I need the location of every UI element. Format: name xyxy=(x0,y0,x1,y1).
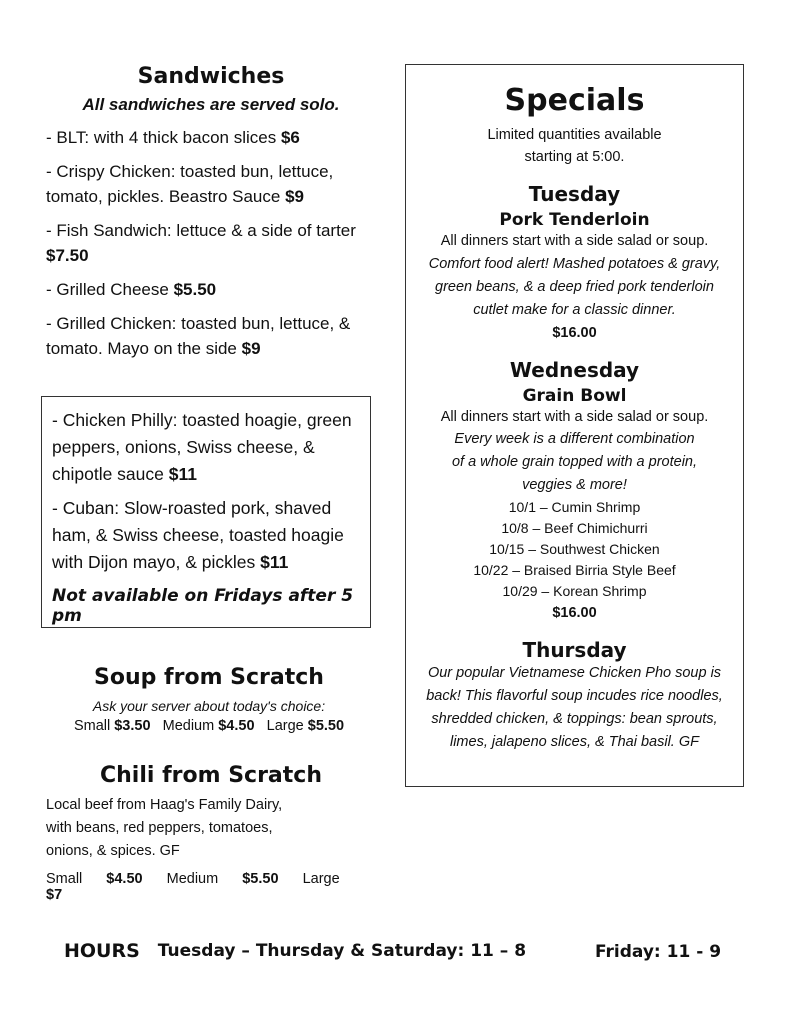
thursday-heading: Thursday xyxy=(522,638,627,662)
date-item: 10/15 – Southwest Chicken xyxy=(489,541,660,557)
date-item: 10/22 – Braised Birria Style Beef xyxy=(473,562,676,578)
item-text: - Grilled Chicken: toasted bun, lettuce, & tomato. Mayo on the side xyxy=(46,314,351,358)
size-price: $5.50 xyxy=(307,718,345,734)
tuesday-price: $16.00 xyxy=(552,324,597,341)
size-price: $4.50 xyxy=(218,718,255,734)
sandwiches-section xyxy=(46,64,376,370)
soup-section xyxy=(46,665,372,734)
item-text: - Crispy Chicken: toasted bun, lettuce, tomato, pickles. Beastro Sauce xyxy=(46,162,334,206)
soup-ask-text: Ask your server about today's choice: xyxy=(92,698,326,714)
item-price: $11 xyxy=(168,464,197,484)
item-text: - BLT: with 4 thick bacon slices xyxy=(46,128,281,147)
hours-bar xyxy=(64,940,744,962)
date-item: 10/29 – Korean Shrimp xyxy=(502,583,647,599)
sub-line: Limited quantities available xyxy=(487,127,662,143)
menu-item xyxy=(52,495,360,576)
item-text: - Fish Sandwich: lettuce & a side of tarter xyxy=(46,221,356,240)
desc-line: back! This flavorful soup incudes rice noodles, xyxy=(426,688,723,704)
item-price: $6 xyxy=(280,128,300,147)
size-price: $7 xyxy=(46,887,63,903)
menu-item xyxy=(46,277,376,302)
size-option xyxy=(167,871,279,887)
menu-item xyxy=(46,311,376,361)
size-price: $5.50 xyxy=(242,871,279,887)
item-price: $5.50 xyxy=(173,280,217,299)
desc-line: Every week is a different combination xyxy=(454,431,695,447)
desc-line: shredded chicken, & toppings: bean sprouts, xyxy=(431,711,718,727)
availability-note: Not available on Fridays after 5 pm xyxy=(52,586,354,626)
size-price: $3.50 xyxy=(114,718,151,734)
item-price: $7.50 xyxy=(46,246,89,265)
size-label: Large xyxy=(302,871,340,887)
specials-subtitle xyxy=(406,124,743,168)
soup-title: Soup from Scratch xyxy=(94,665,324,690)
wednesday-intro: All dinners start with a side salad or soup. xyxy=(440,408,709,425)
item-price: $9 xyxy=(285,187,304,206)
date-item: 10/8 – Beef Chimichurri xyxy=(501,520,648,536)
wednesday-price: $16.00 xyxy=(552,605,597,621)
sub-line: starting at 5:00. xyxy=(524,149,625,165)
size-price: $4.50 xyxy=(106,871,143,887)
menu-item xyxy=(46,159,376,209)
specials-box xyxy=(405,64,744,787)
menu-item xyxy=(46,125,376,150)
item-text: - Grilled Cheese xyxy=(46,280,174,299)
item-text: - Chicken Philly: toasted hoagie, green peppers, onions, Swiss cheese, & chipotle sauce xyxy=(52,410,352,484)
specials-title: Specials xyxy=(504,83,645,118)
wednesday-heading: Wednesday xyxy=(509,357,640,382)
wednesday-dish: Grain Bowl xyxy=(522,385,627,406)
desc-line: Local beef from Haag's Family Dairy, xyxy=(46,797,283,813)
menu-item xyxy=(52,407,360,488)
desc-line: Our popular Vietnamese Chicken Pho soup is xyxy=(427,665,722,681)
sandwiches-title: Sandwiches xyxy=(137,64,285,89)
item-price: $11 xyxy=(260,552,289,572)
hours-label: HOURS xyxy=(64,940,140,962)
menu-item xyxy=(46,218,376,268)
soup-sizes xyxy=(46,718,372,734)
size-label: Large xyxy=(266,718,308,734)
chili-title: Chili from Scratch xyxy=(99,763,322,788)
hours-weekdays: Tuesday – Thursday & Saturday: 11 – 8 xyxy=(157,941,527,961)
sandwiches-subtitle: All sandwiches are served solo. xyxy=(82,95,340,114)
desc-line: with beans, red peppers, tomatoes, xyxy=(46,820,273,836)
chili-description xyxy=(46,794,376,863)
boxed-sandwiches xyxy=(41,396,371,628)
size-label: Medium xyxy=(162,718,219,734)
desc-line: onions, & spices. GF xyxy=(46,843,180,859)
chili-section xyxy=(46,763,376,903)
desc-line: cutlet make for a classic dinner. xyxy=(473,301,676,318)
desc-line: Comfort food alert! Mashed potatoes & gravy, xyxy=(428,255,721,272)
size-label: Small xyxy=(46,871,87,887)
tuesday-heading: Tuesday xyxy=(528,182,621,206)
size-label: Small xyxy=(73,718,115,734)
chili-sizes xyxy=(46,871,376,903)
hours-friday: Friday: 11 - 9 xyxy=(595,942,722,962)
desc-line: veggies & more! xyxy=(522,477,627,493)
size-option xyxy=(46,871,143,887)
size-label: Medium xyxy=(166,871,223,887)
date-item: 10/1 – Cumin Shrimp xyxy=(508,499,641,515)
item-text: - Cuban: Slow-roasted pork, shaved ham, & Swiss cheese, toasted hoagie with Dijon mayo, & pickles xyxy=(52,498,344,572)
tuesday-dish: Pork Tenderloin xyxy=(499,210,650,230)
tuesday-intro: All dinners start with a side salad or soup. xyxy=(440,233,709,249)
desc-line: green beans, & a deep fried pork tenderloin xyxy=(435,278,714,295)
desc-line: of a whole grain topped with a protein, xyxy=(451,454,698,470)
item-price: $9 xyxy=(241,339,261,358)
desc-line: limes, jalapeno slices, & Thai basil. GF xyxy=(449,734,699,750)
